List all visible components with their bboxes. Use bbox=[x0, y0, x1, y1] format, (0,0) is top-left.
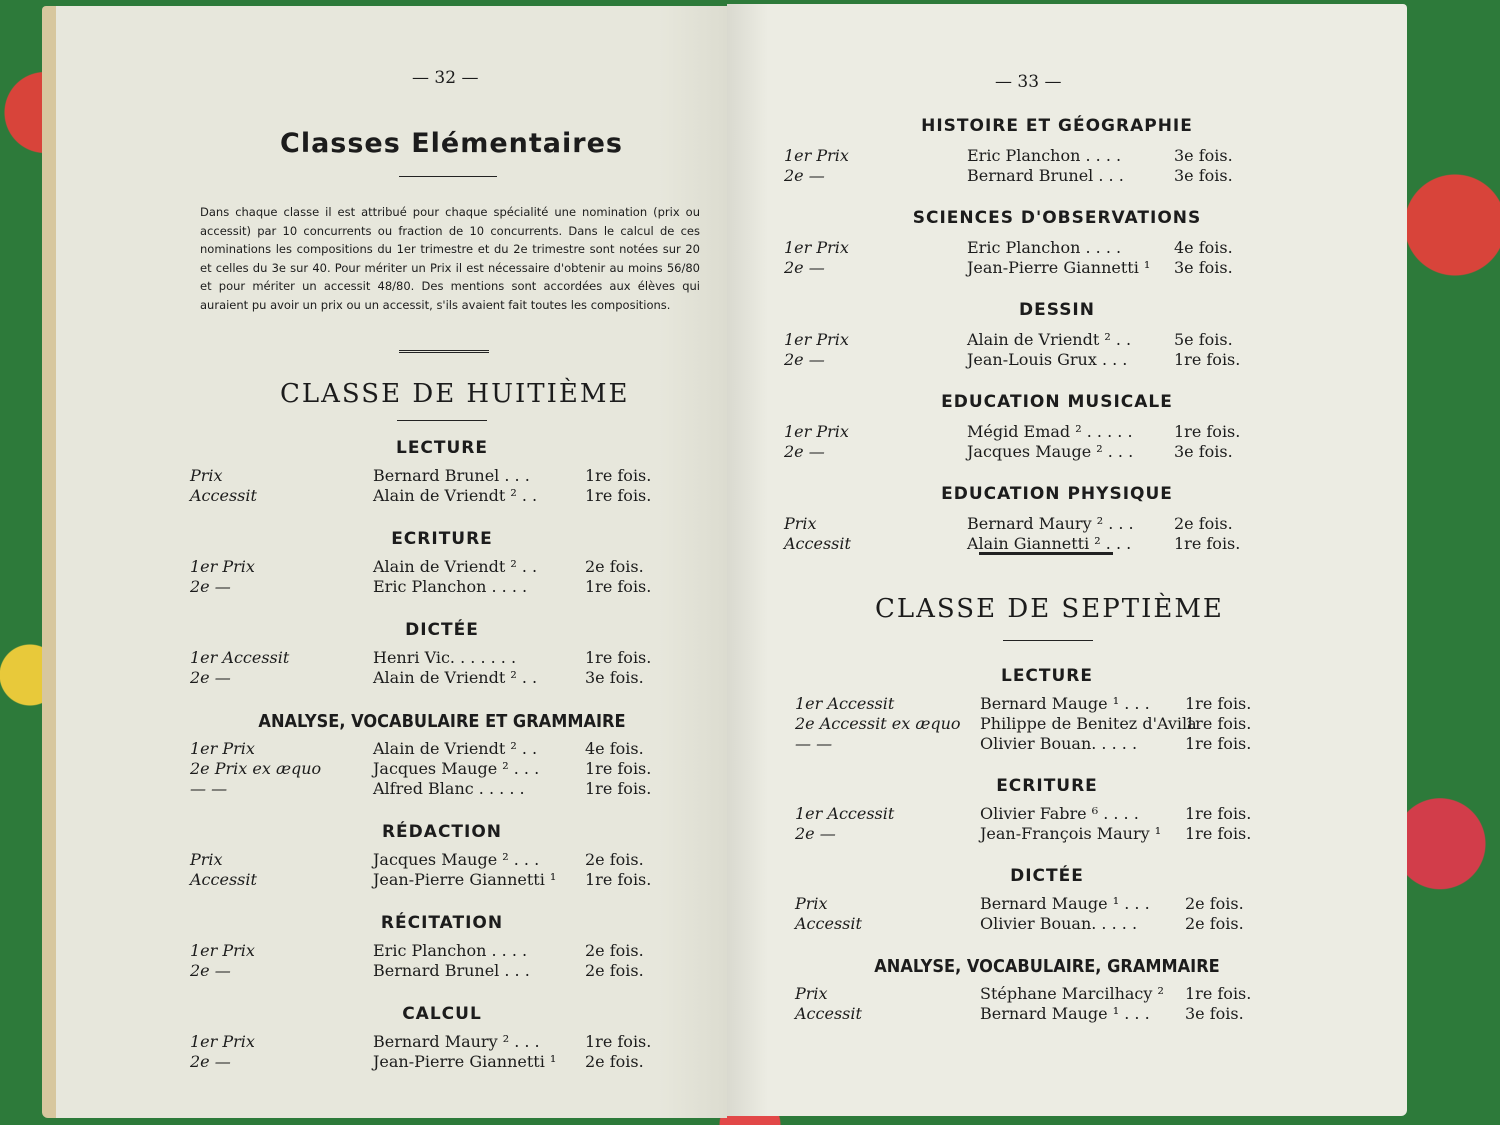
student-name: Olivier Bouan. . . . . bbox=[980, 914, 1138, 933]
award-count: 3e fois. bbox=[1174, 258, 1233, 277]
student-name: Eric Planchon . . . . bbox=[373, 941, 528, 960]
award-label: Accessit bbox=[190, 870, 257, 889]
student-name: Alain de Vriendt ² . . bbox=[967, 330, 1132, 349]
award-count: 5e fois. bbox=[1174, 330, 1233, 349]
award-count: 1re fois. bbox=[1185, 804, 1252, 823]
student-name: Alain Giannetti ² . . . bbox=[967, 534, 1132, 553]
award-label: 2e — bbox=[784, 442, 825, 461]
student-name: Olivier Fabre ⁶ . . . . bbox=[980, 804, 1139, 823]
award-label: 2e Accessit ex æquo bbox=[795, 714, 961, 733]
section-divider-rule bbox=[979, 552, 1113, 555]
student-name: Henri Vic. . . . . . . bbox=[373, 648, 517, 667]
section-heading: SCIENCES D'OBSERVATIONS bbox=[912, 208, 1202, 228]
student-name: Bernard Brunel . . . bbox=[967, 166, 1124, 185]
award-count: 1re fois. bbox=[1174, 534, 1241, 553]
student-name: Bernard Maury ² . . . bbox=[967, 514, 1134, 533]
student-name: Bernard Brunel . . . bbox=[373, 961, 530, 980]
section-heading: ANALYSE, VOCABULAIRE, GRAMMAIRE bbox=[874, 956, 1220, 977]
award-label: Prix bbox=[795, 894, 828, 913]
award-label: 2e — bbox=[784, 258, 825, 277]
class-title-rule bbox=[1003, 640, 1093, 641]
award-count: 1re fois. bbox=[585, 759, 652, 778]
award-count: 3e fois. bbox=[1174, 166, 1233, 185]
award-label: Accessit bbox=[795, 1004, 862, 1023]
award-label: 1er Accessit bbox=[190, 648, 290, 667]
award-label: 2e — bbox=[784, 166, 825, 185]
section-heading: ECRITURE bbox=[391, 529, 493, 549]
award-count: 2e fois. bbox=[1185, 914, 1244, 933]
award-count: 1re fois. bbox=[1174, 422, 1241, 441]
student-name: Eric Planchon . . . . bbox=[373, 577, 528, 596]
student-name: Alfred Blanc . . . . . bbox=[373, 779, 525, 798]
award-count: 3e fois. bbox=[585, 668, 644, 687]
section-heading: CALCUL bbox=[402, 1004, 482, 1024]
double-rule bbox=[399, 350, 489, 353]
class-title: CLASSE DE HUITIÈME bbox=[280, 379, 630, 409]
student-name: Alain de Vriendt ² . . bbox=[373, 668, 538, 687]
award-label: 1er Prix bbox=[190, 1032, 255, 1051]
award-count: 1re fois. bbox=[1185, 984, 1252, 1003]
section-heading: ANALYSE, VOCABULAIRE ET GRAMMAIRE bbox=[258, 711, 626, 732]
student-name: Jean-Louis Grux . . . bbox=[967, 350, 1128, 369]
award-label: Prix bbox=[784, 514, 817, 533]
award-count: 4e fois. bbox=[1174, 238, 1233, 257]
student-name: Stéphane Marcilhacy ² bbox=[980, 984, 1164, 1003]
student-name: Eric Planchon . . . . bbox=[967, 238, 1122, 257]
student-name: Bernard Mauge ¹ . . . bbox=[980, 694, 1150, 713]
award-count: 4e fois. bbox=[585, 739, 644, 758]
award-label: Accessit bbox=[784, 534, 851, 553]
award-label: Accessit bbox=[190, 486, 257, 505]
student-name: Alain de Vriendt ² . . bbox=[373, 739, 538, 758]
award-count: 1re fois. bbox=[1185, 694, 1252, 713]
student-name: Jean-François Maury ¹ bbox=[980, 824, 1162, 843]
student-name: Jacques Mauge ² . . . bbox=[373, 759, 540, 778]
award-label: 1er Prix bbox=[190, 941, 255, 960]
left-page bbox=[42, 6, 727, 1118]
student-name: Bernard Mauge ¹ . . . bbox=[980, 894, 1150, 913]
section-heading: EDUCATION MUSICALE bbox=[941, 392, 1173, 412]
award-label: 2e — bbox=[190, 577, 231, 596]
section-heading: DICTÉE bbox=[1010, 866, 1084, 886]
student-name: Jacques Mauge ² . . . bbox=[373, 850, 540, 869]
award-label: Accessit bbox=[795, 914, 862, 933]
award-count: 2e fois. bbox=[585, 850, 644, 869]
award-count: 1re fois. bbox=[585, 486, 652, 505]
award-count: 1re fois. bbox=[1185, 734, 1252, 753]
award-count: 3e fois. bbox=[1185, 1004, 1244, 1023]
award-label: 1er Prix bbox=[190, 739, 255, 758]
award-label: 1er Prix bbox=[784, 238, 849, 257]
student-name: Bernard Maury ² . . . bbox=[373, 1032, 540, 1051]
section-heading: HISTOIRE ET GÉOGRAPHIE bbox=[921, 116, 1193, 136]
award-label: 1er Prix bbox=[784, 330, 849, 349]
award-count: 3e fois. bbox=[1174, 146, 1233, 165]
student-name: Eric Planchon . . . . bbox=[967, 146, 1122, 165]
award-count: 2e fois. bbox=[585, 941, 644, 960]
award-count: 1re fois. bbox=[585, 870, 652, 889]
award-label: 1er Prix bbox=[784, 146, 849, 165]
award-label: 2e — bbox=[190, 1052, 231, 1071]
award-label: 2e Prix ex æquo bbox=[190, 759, 322, 778]
student-name: Philippe de Benitez d'Avila bbox=[980, 714, 1197, 733]
student-name: Jean-Pierre Giannetti ¹ bbox=[373, 870, 557, 889]
award-count: 1re fois. bbox=[585, 779, 652, 798]
award-count: 2e fois. bbox=[1174, 514, 1233, 533]
section-heading: RÉCITATION bbox=[380, 913, 504, 933]
award-count: 1re fois. bbox=[585, 648, 652, 667]
award-count: 1re fois. bbox=[1185, 714, 1252, 733]
award-label: Prix bbox=[190, 466, 223, 485]
award-count: 1re fois. bbox=[585, 1032, 652, 1051]
student-name: Bernard Brunel . . . bbox=[373, 466, 530, 485]
award-count: 1re fois. bbox=[1174, 350, 1241, 369]
page-number: — 33 — bbox=[995, 72, 1062, 92]
right-page bbox=[727, 4, 1407, 1116]
student-name: Alain de Vriendt ² . . bbox=[373, 486, 538, 505]
section-heading: DESSIN bbox=[1018, 300, 1095, 320]
award-count: 3e fois. bbox=[1174, 442, 1233, 461]
award-count: 2e fois. bbox=[585, 557, 644, 576]
page-title: Classes Elémentaires bbox=[280, 128, 623, 159]
title-ornament-rule bbox=[399, 176, 497, 177]
award-label: Prix bbox=[795, 984, 828, 1003]
award-label: — — bbox=[795, 734, 833, 753]
class-title: CLASSE DE SEPTIÈME bbox=[875, 594, 1224, 624]
award-label: 1er Prix bbox=[190, 557, 255, 576]
award-label: 2e — bbox=[190, 668, 231, 687]
section-heading: LECTURE bbox=[1000, 666, 1094, 686]
award-count: 2e fois. bbox=[585, 1052, 644, 1071]
section-heading: RÉDACTION bbox=[381, 822, 503, 842]
award-count: 1re fois. bbox=[585, 466, 652, 485]
award-label: 2e — bbox=[784, 350, 825, 369]
section-heading: LECTURE bbox=[395, 438, 489, 458]
award-count: 1re fois. bbox=[585, 577, 652, 596]
award-count: 2e fois. bbox=[1185, 894, 1244, 913]
student-name: Alain de Vriendt ² . . bbox=[373, 557, 538, 576]
section-heading: DICTÉE bbox=[405, 620, 479, 640]
student-name: Jacques Mauge ² . . . bbox=[967, 442, 1134, 461]
page-number: — 32 — bbox=[412, 68, 479, 88]
intro-paragraph: Dans chaque classe il est attribué pour chaque spécialité une nomination (prix ou accessit) par 10 concurrents ou fraction de 10 concurrents. Dans le calcul de ces nominations les compositions du 1er trimestre et du 2e trimestre sont notées sur 20 et celles du 3e sur 40. Pour mériter un Prix il est nécessaire d'obtenir au moins 56/80 et pour mériter un accessit 48/80. Des mentions sont accordées aux élèves qui auraient pu avoir un prix ou un accessit, s'ils avaient fait toutes les compositions. bbox=[200, 205, 700, 312]
section-heading: EDUCATION PHYSIQUE bbox=[941, 484, 1173, 504]
award-label: 2e — bbox=[190, 961, 231, 980]
award-label: — — bbox=[190, 779, 228, 798]
award-count: 2e fois. bbox=[585, 961, 644, 980]
class-title-rule bbox=[397, 420, 487, 421]
award-count: 1re fois. bbox=[1185, 824, 1252, 843]
section-heading: ECRITURE bbox=[996, 776, 1098, 796]
student-name: Jean-Pierre Giannetti ¹ bbox=[967, 258, 1151, 277]
award-label: 2e — bbox=[795, 824, 836, 843]
award-label: Prix bbox=[190, 850, 223, 869]
student-name: Jean-Pierre Giannetti ¹ bbox=[373, 1052, 557, 1071]
student-name: Bernard Mauge ¹ . . . bbox=[980, 1004, 1150, 1023]
award-label: 1er Accessit bbox=[795, 694, 895, 713]
student-name: Mégid Emad ² . . . . . bbox=[967, 422, 1133, 441]
student-name: Olivier Bouan. . . . . bbox=[980, 734, 1138, 753]
award-label: 1er Accessit bbox=[795, 804, 895, 823]
award-label: 1er Prix bbox=[784, 422, 849, 441]
